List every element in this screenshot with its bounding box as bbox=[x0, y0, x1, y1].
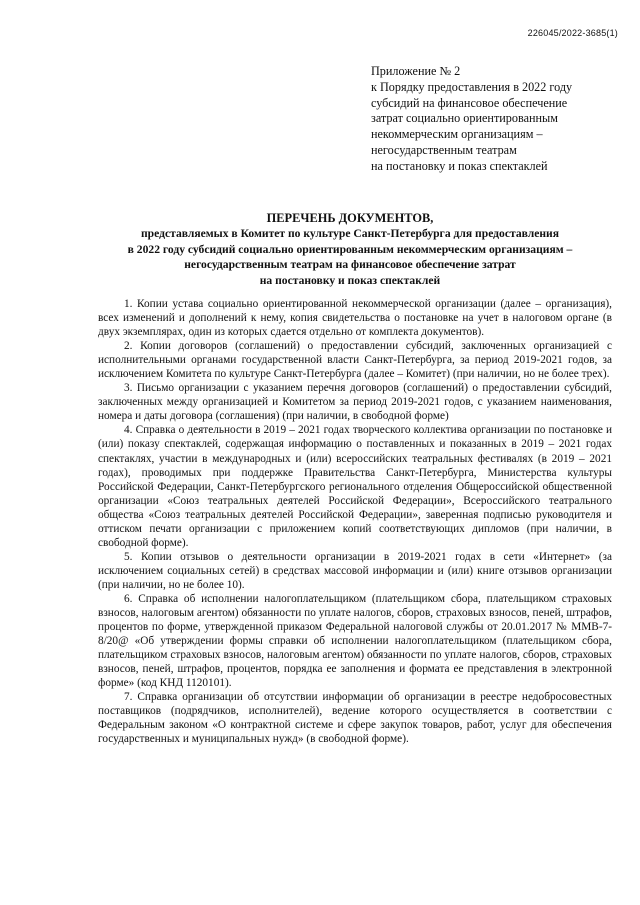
appendix-line: затрат социально ориентированным bbox=[371, 111, 558, 126]
document-list bbox=[98, 297, 612, 747]
list-item: 7. Справка организации об отсутствии информации об организации в реестре недобросовестных поставщиков (подрядчиков, исполнителей), ведение которого осуществляется в соответствии с Федеральным законом «О контрактной системе и сфере закупок товаров, работ, услуг для обеспечения государственных и муниципальных нужд» (в свободной форме). bbox=[98, 691, 612, 746]
list-item: 2. Копии договоров (соглашений) о предоставлении субсидий, заключенных организацией с исполнительными органами государственной власти Санкт-Петербурга, за период 2019-2021 годов, за исключением Комитета по культуре Санкт-Петербурга (далее – Комитет) (при наличии, но не более трех). bbox=[98, 340, 612, 381]
appendix-line: на постановку и показ спектаклей bbox=[371, 158, 548, 173]
document-registration-number: 226045/2022-3685(1) bbox=[527, 28, 618, 38]
list-item: 4. Справка о деятельности в 2019 – 2021 годах творческого коллектива организации по постановке и (или) показу спектаклей, содержащая информацию о поставленных и показанных в 2019 – 2021 годах спектаклях, участии в международных и (или) всероссийских театральных фестивалях (в 2019 – 2021 годах), проводимых при поддержке Правительства Санкт-Петербурга, Министерства культуры Российской Федерации, Санкт-Петербургского регионального отделения Общероссийской общественной организации «Союз театральных деятелей Российской Федерации», Всероссийского театрального общества «Союз театральных деятелей Российской Федерации», заверенная подписью руководителя и оттиском печати организации с приложением копий соответствующих дипломов (при наличии, в свободной форме). bbox=[98, 424, 612, 549]
appendix-header bbox=[371, 64, 621, 175]
title-heading: ПЕРЕЧЕНЬ ДОКУМЕНТОВ, bbox=[266, 211, 434, 225]
appendix-line: Приложение № 2 bbox=[371, 64, 461, 78]
list-item: 3. Письмо организации с указанием перечня договоров (соглашений) о предоставлении субсидий, заключенных между организацией и Комитетом за период 2019-2021 годов, с указанием наименования, номера и даты договора (соглашения) (при наличии, в свободной форме) bbox=[98, 382, 612, 423]
appendix-line: негосударственным театрам bbox=[371, 142, 517, 157]
list-item: 6. Справка об исполнении налогоплательщиком (плательщиком сбора, плательщиком страховых взносов, налоговым агентом) обязанности по уплате налогов, сборов, страховых взносов, пеней, штрафов, процентов по форме, утвержденной приказом Федеральной налоговой службы от 20.01.2017 № ММВ-7-8/20@ «Об утверждении формы справки об исполнении налогоплательщиком (плательщиком сбора, плательщиком страховых взносов, налоговым агентом) обязанности по уплате налогов, сборов, страховых взносов, пеней, штрафов, процентов, порядка ее заполнения и формата ее представления в электронной форме» (код КНД 1120101). bbox=[98, 592, 612, 690]
appendix-line: субсидий на финансовое обеспечение bbox=[371, 95, 568, 110]
title-line: представляемых в Комитет по культуре Санкт-Петербурга для предоставления bbox=[140, 227, 560, 241]
title-line: в 2022 году субсидий социально ориентированным некоммерческим организациям – bbox=[127, 242, 573, 256]
title-line: негосударственным театрам на финансовое обеспечение затрат bbox=[184, 258, 516, 272]
list-item: 1. Копии устава социально ориентированной некоммерческой организации (далее – организация), всех изменений и дополнений к нему, копия свидетельства о постановке на учет в налоговом органе (в двух экземплярах, один из которых сдается отдельно от комплекта документов). bbox=[98, 298, 612, 339]
title-line: на постановку и показ спектаклей bbox=[259, 273, 441, 287]
list-item: 5. Копии отзывов о деятельности организации в 2019-2021 годах в сети «Интернет» (за исключением социальных сетей) в средствах массовой информации и (или) книге отзывов организации (при наличии, но не более 10). bbox=[98, 550, 612, 591]
appendix-line: к Порядку предоставления в 2022 году bbox=[371, 79, 573, 94]
appendix-line: некоммерческим организациям – bbox=[371, 127, 543, 142]
document-title bbox=[90, 211, 610, 288]
